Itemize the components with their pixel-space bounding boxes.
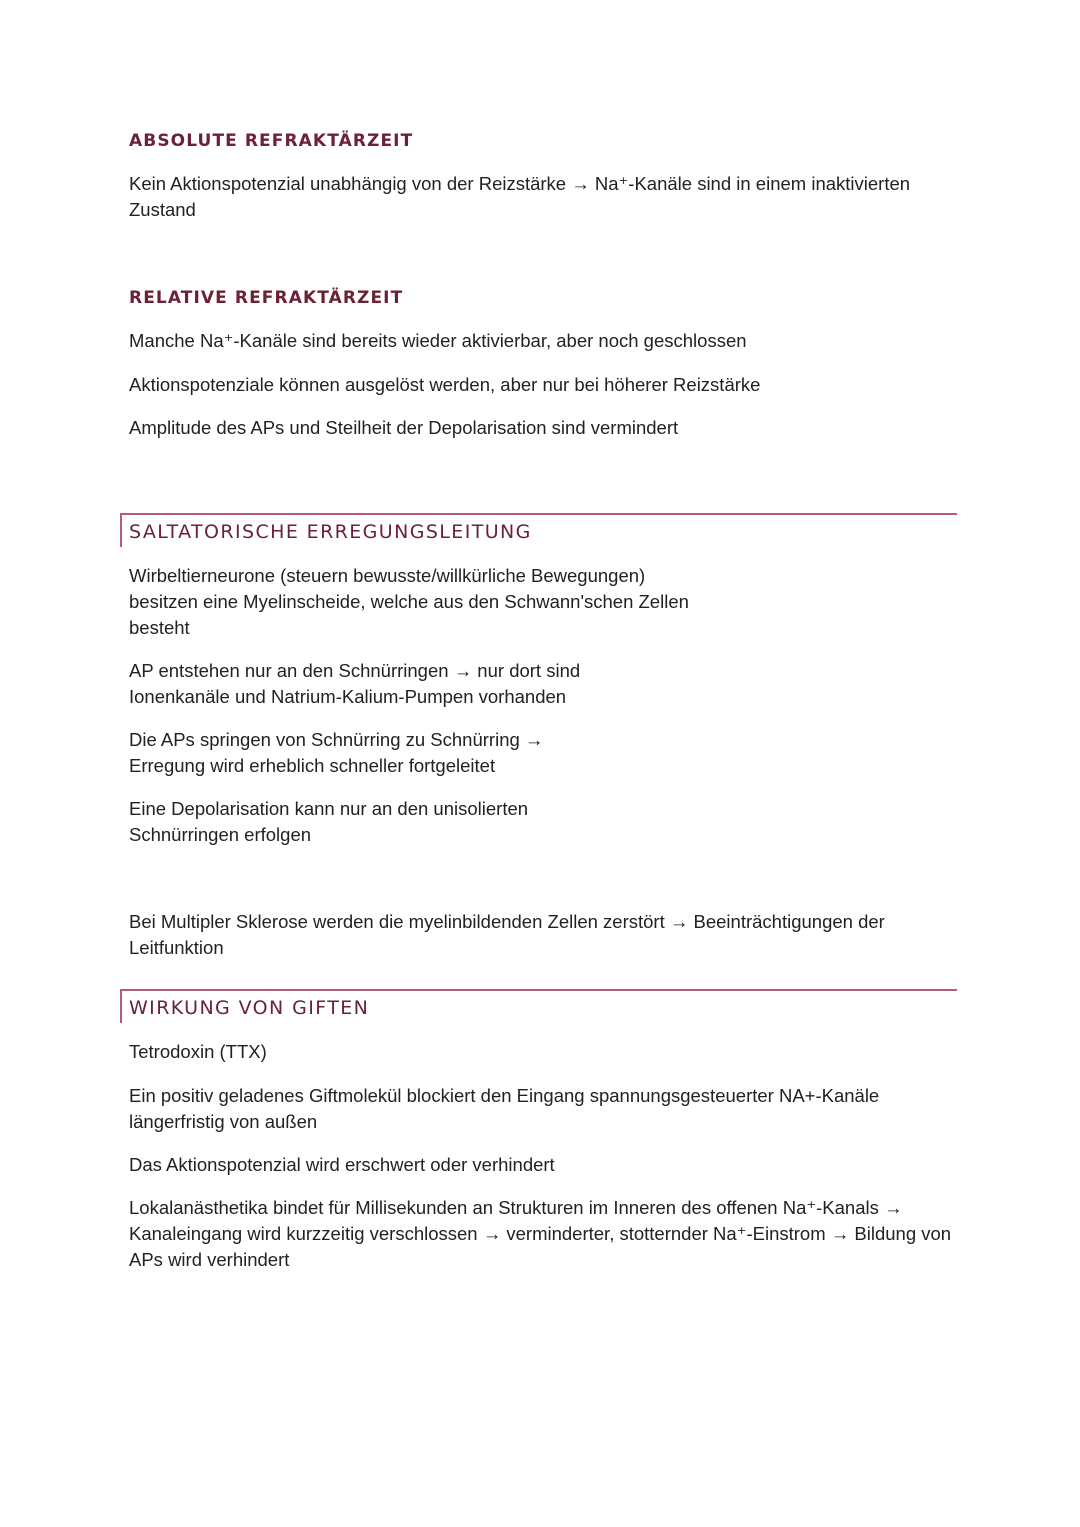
saltatory-section-header (120, 513, 957, 547)
saltatory-p3: Die APs springen von Schnürring zu Schnürring → Erregung wird erheblich schneller fortgeleitet (129, 729, 544, 776)
toxins-p4: Lokalanästhetika bindet für Millisekunden an Strukturen im Inneren des offenen Na⁺-Kanals → Kanaleingang wird kurzzeitig verschlossen → verminderter, stotternder Na⁺-Einstrom → Bildung von APs wird verhindert (129, 1197, 952, 1270)
toxins-p1: Tetrodoxin (TTX) (129, 1041, 267, 1062)
relative-refractory-heading: RELATIVE REFRAKTÄRZEIT (129, 288, 404, 308)
relative-refractory-p1: Manche Na⁺-Kanäle sind bereits wieder aktivierbar, aber noch geschlossen (129, 330, 747, 351)
absolute-refractory-heading: ABSOLUTE REFRAKTÄRZEIT (129, 131, 414, 151)
absolute-refractory-text: Kein Aktionspotenzial unabhängig von der Reizstärke → Na⁺-Kanäle sind in einem inaktivierten Zustand (129, 173, 911, 220)
relative-refractory-p2: Aktionspotenziale können ausgelöst werden, aber nur bei höherer Reizstärke (129, 374, 761, 395)
saltatory-p5: Bei Multipler Sklerose werden die myelinbildenden Zellen zerstört → Beeinträchtigungen der Leitfunktion (129, 911, 885, 958)
saltatory-p1: Wirbeltierneurone (steuern bewusste/willkürliche Bewegungen) besitzen eine Myelinscheide, welche aus den Schwann'schen Zellen besteht (129, 565, 689, 638)
toxins-p3: Das Aktionspotenzial wird erschwert oder verhindert (129, 1154, 555, 1175)
toxins-heading: WIRKUNG VON GIFTEN (129, 997, 370, 1019)
saltatory-heading: SALTATORISCHE ERREGUNGSLEITUNG (129, 521, 532, 543)
saltatory-p4: Eine Depolarisation kann nur an den unisolierten Schnürringen erfolgen (129, 798, 529, 845)
toxins-p2: Ein positiv geladenes Giftmolekül blockiert den Eingang spannungsgesteuerter NA+-Kanäle längerfristig von außen (129, 1085, 880, 1132)
saltatory-p2: AP entstehen nur an den Schnürringen → nur dort sind Ionenkanäle und Natrium-Kalium-Pumpen vorhanden (129, 660, 581, 707)
toxins-section-header (120, 989, 957, 1023)
relative-refractory-p3: Amplitude des APs und Steilheit der Depolarisation sind vermindert (129, 417, 679, 438)
